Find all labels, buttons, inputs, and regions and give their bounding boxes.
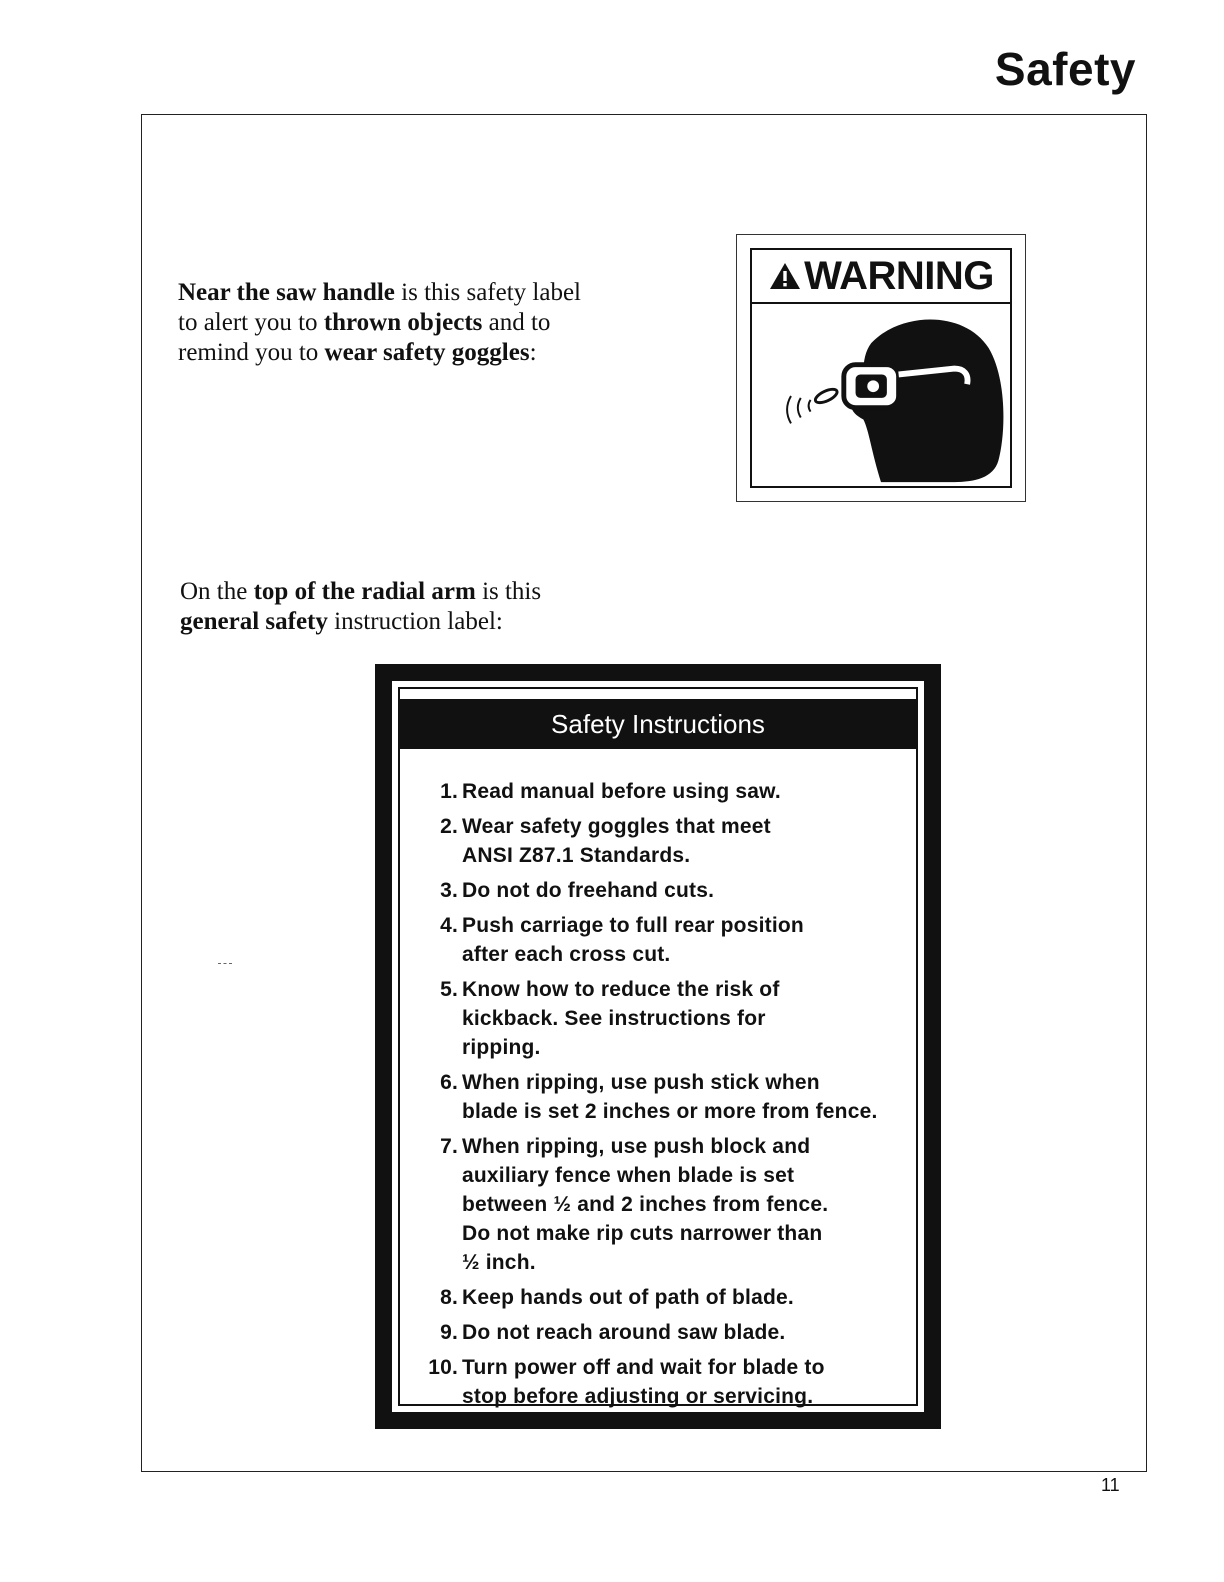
safety-instruction-item [428,1283,906,1312]
intro-paragraph-handle [178,278,608,368]
item-text-line: auxiliary fence when blade is set [462,1164,795,1187]
item-number: 8. [440,1286,458,1309]
item-text-line: When ripping, use push block and [462,1135,811,1158]
item-number: 4. [440,914,458,937]
item-text-line: Wear safety goggles that meet [462,815,771,838]
safety-instruction-item [428,1318,906,1347]
item-text [462,1318,906,1347]
item-text-line: Do not make rip cuts narrower than [462,1222,823,1245]
item-text [462,1283,906,1312]
item-text-line: stop before adjusting or servicing. [462,1385,814,1408]
safety-instruction-item [428,911,906,969]
safety-instructions-list [428,777,906,1417]
safety-instructions-heading: Safety Instructions [400,699,916,749]
item-text-line: ripping. [462,1036,541,1059]
safety-instruction-item [428,975,906,1062]
item-text [462,777,906,806]
item-number: 1. [440,780,458,803]
item-text-line: Read manual before using saw. [462,780,781,803]
item-text [462,1132,906,1277]
safety-instruction-item [428,1068,906,1126]
item-text-line: Do not reach around saw blade. [462,1321,786,1344]
item-number: 7. [440,1135,458,1158]
stray-mark [218,963,232,964]
intro-line: On the top of the radial arm is this [180,578,542,605]
safety-instructions-label [375,664,941,1429]
item-text-line: ANSI Z87.1 Standards. [462,844,691,867]
item-text [462,876,906,905]
item-text-line: Do not do freehand cuts. [462,879,715,902]
safety-instruction-item [428,876,906,905]
page-title: Safety [994,43,1136,95]
warning-heading: WARNING [752,250,1010,304]
item-text [462,975,906,1062]
item-text [462,911,906,969]
item-text-line: between ½ and 2 inches from fence. [462,1193,829,1216]
item-text-line: blade is set 2 inches or more from fence. [462,1100,878,1123]
item-text [462,1353,906,1411]
safety-instruction-item [428,1132,906,1277]
item-number: 10. [428,1356,458,1379]
intro-line: general safety instruction label: [180,608,503,635]
safety-goggles-head-icon [752,304,1010,486]
item-text-line: Know how to reduce the risk of [462,978,780,1001]
safety-instruction-item [428,1353,906,1411]
item-text-line: kickback. See instructions for [462,1007,766,1030]
warning-triangle-icon [768,261,802,291]
item-text-line: Turn power off and wait for blade to [462,1356,825,1379]
item-text-line: ½ inch. [462,1251,536,1274]
item-text [462,812,906,870]
item-text-line: after each cross cut. [462,943,671,966]
item-text-line: Keep hands out of path of blade. [462,1286,794,1309]
page-number: 11 [1101,1475,1120,1495]
warning-label [736,234,1026,502]
intro-line: remind you to wear safety goggles: [178,339,537,366]
safety-instruction-item [428,812,906,870]
item-text-line: When ripping, use push stick when [462,1071,820,1094]
item-number: 9. [440,1321,458,1344]
intro-line: Near the saw handle is this safety label [178,279,581,306]
intro-line: to alert you to thrown objects and to [178,309,551,336]
item-number: 2. [440,815,458,838]
item-number: 6. [440,1071,458,1094]
item-text-line: Push carriage to full rear position [462,914,804,937]
item-text [462,1068,906,1126]
item-number: 3. [440,879,458,902]
intro-paragraph-radial-arm [180,577,600,637]
item-number: 5. [440,978,458,1001]
safety-instruction-item [428,777,906,806]
